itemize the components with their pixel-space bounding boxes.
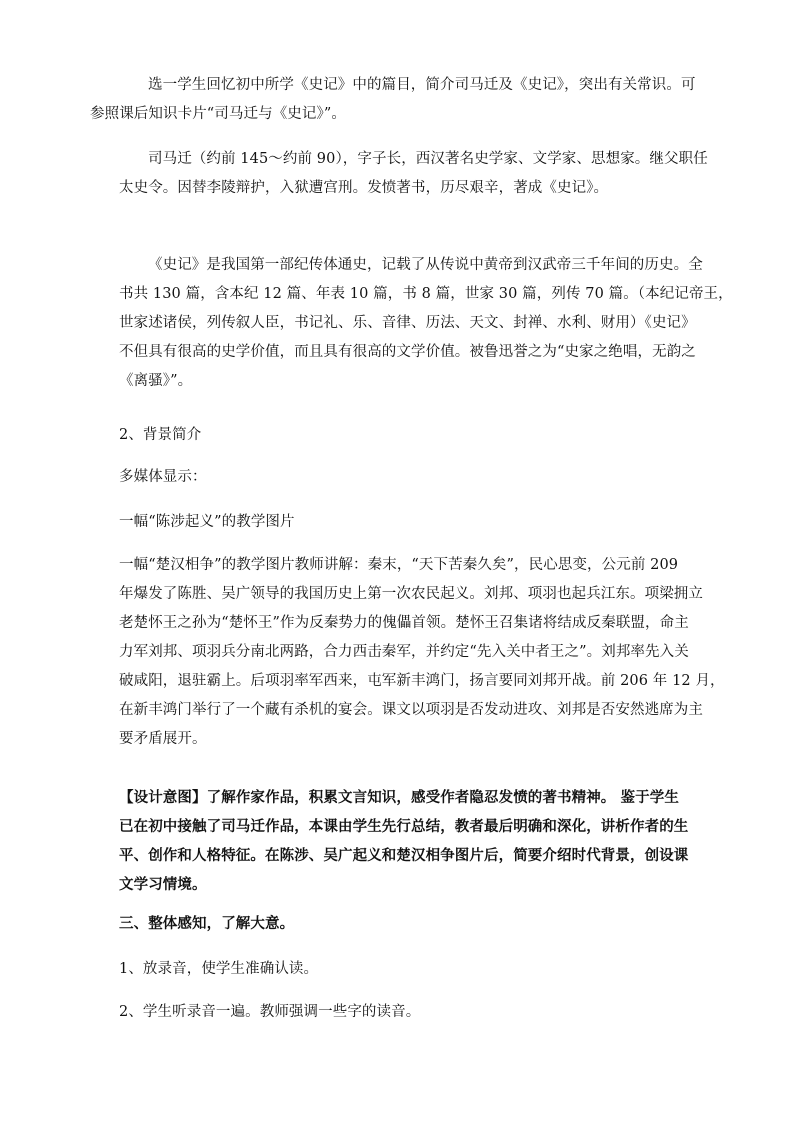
paragraph-simaqian — [119, 145, 708, 203]
heading-background: 2、背景简介 — [119, 427, 202, 443]
text-line: 年爆发了陈胜、吴广领导的我国历史上第一次农民起义。刘邦、项羽也起兵江东。项梁拥立 — [119, 586, 703, 602]
picture-chenshe: 一幅“陈涉起义”的教学图片 — [119, 514, 295, 530]
heading-section-three: 三、整体感知，了解大意。 — [119, 916, 295, 932]
text-line: 一幅“楚汉相争”的教学图片教师讲解：秦末，“天下苦秦久矣”，民心思变，公元前 209 — [119, 557, 679, 573]
text-line: 司马迁（约前 145～约前 90），字子长，西汉著名史学家、文学家、思想家。继父职任 — [148, 151, 708, 167]
text-line: 破咸阳，退驻霸上。后项羽率军西来，屯军新丰鸿门，扬言要同刘邦开战。前 206 年 12 月， — [119, 673, 725, 689]
text-line: 世家述诸侯，列传叙人臣，书记礼、乐、音律、历法、天文、封禅、水利、财用）《史记》 — [119, 315, 696, 331]
paragraph-chuhan — [119, 551, 725, 754]
text-line: 书共 130 篇，含本纪 12 篇、年表 10 篇，书 8 篇，世家 30 篇，列传 70 篇。（本纪记帝王， — [119, 286, 733, 302]
text-line: 《离骚》”。 — [119, 373, 193, 389]
text-line: 要矛盾展开。 — [119, 731, 207, 747]
paragraph-intro — [90, 71, 696, 129]
text-line: 太史令。因替李陵辩护，入狱遭宫刑。发愤著书，历尽艰辛，著成《史记》。 — [119, 180, 609, 196]
step-one: 1、放录音，使学生准确认读。 — [119, 961, 319, 977]
paragraph-shiji — [119, 251, 733, 396]
text-line: 平、创作和人格特征。在陈涉、吴广起义和楚汉相争图片后，简要介绍时代背景，创设课 — [119, 848, 689, 864]
step-two: 2、学生听录音一遍。教师强调一些字的读音。 — [119, 1004, 421, 1020]
multimedia-label: 多媒体显示： — [119, 469, 207, 485]
design-intent — [119, 784, 689, 900]
text-line: 【设计意图】了解作家作品，积累文言知识，感受作者隐忍发愤的著书精神。 鉴于学生 — [119, 790, 679, 806]
text-line: 文学习情境。 — [119, 877, 207, 893]
text-line: 《史记》是我国第一部纪传体通史，记载了从传说中黄帝到汉武帝三千年间的历史。全 — [148, 257, 703, 273]
text-line: 老楚怀王之孙为“楚怀王”作为反秦势力的傀儡首领。楚怀王召集诸将结成反秦联盟，命主 — [119, 615, 689, 631]
text-line: 参照课后知识卡片“司马迁与《史记》”。 — [90, 106, 346, 122]
text-line: 已在初中接触了司马迁作品，本课由学生先行总结，教者最后明确和深化，讲析作者的生 — [119, 819, 689, 835]
text-line: 选一学生回忆初中所学《史记》中的篇目，简介司马迁及《史记》，突出有关常识。可 — [148, 77, 696, 93]
text-line: 在新丰鸿门举行了一个藏有杀机的宴会。课文以项羽是否发动进攻、刘邦是否安然逃席为主 — [119, 702, 703, 718]
text-line: 力军刘邦、项羽兵分南北两路，合力西击秦军，并约定“先入关中者王之”。刘邦率先入关 — [119, 644, 689, 660]
text-line: 不但具有很高的史学价值，而且具有很高的文学价值。被鲁迅誉之为“史家之绝唱，无韵之 — [119, 344, 696, 360]
